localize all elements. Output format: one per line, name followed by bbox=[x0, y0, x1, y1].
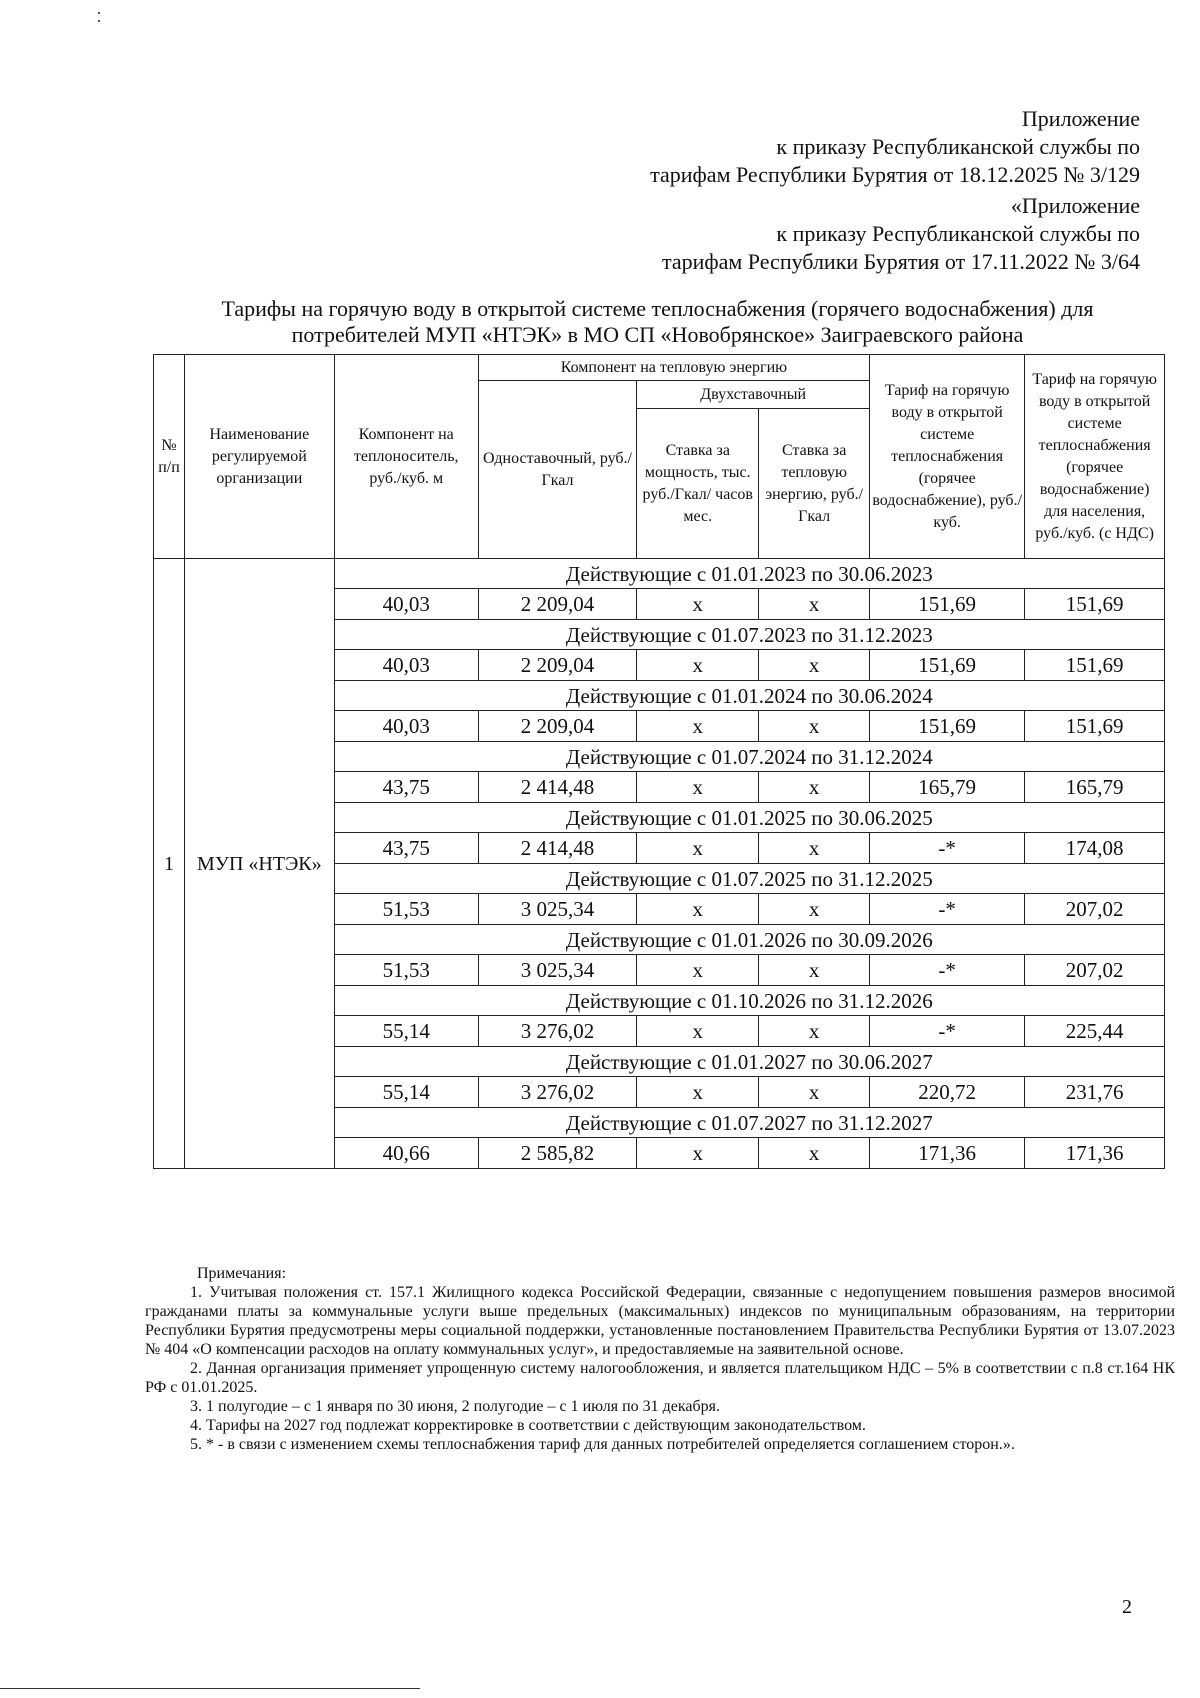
notes-section bbox=[145, 1264, 1175, 1454]
cell-tariff: 220,72 bbox=[870, 1077, 1025, 1108]
cell-one-rate: 3 276,02 bbox=[478, 1016, 637, 1047]
header-capacity-rate: Ставка за мощность, тыс. руб./Гкал/ часов мес. bbox=[637, 409, 759, 559]
header-line: тарифам Республики Бурятия от 18.12.2025 № 3/129 bbox=[650, 162, 1140, 187]
cell-energy: х bbox=[759, 833, 870, 864]
cell-capacity: х bbox=[637, 1138, 759, 1169]
cell-capacity: х bbox=[637, 1077, 759, 1108]
cell-tariff: -* bbox=[870, 1016, 1025, 1047]
cell-one-rate: 3 025,34 bbox=[478, 894, 637, 925]
period-label: Действующие с 01.10.2026 по 31.12.2026 bbox=[334, 986, 1164, 1016]
cell-capacity: х bbox=[637, 955, 759, 986]
cell-carrier: 51,53 bbox=[334, 955, 478, 986]
cell-tariff-pop: 174,08 bbox=[1025, 833, 1165, 864]
cell-capacity: х bbox=[637, 650, 759, 681]
period-label: Действующие с 01.01.2025 по 30.06.2025 bbox=[334, 803, 1164, 833]
header-line: к приказу Республиканской службы по bbox=[776, 134, 1140, 159]
header-line: «Приложение bbox=[1010, 193, 1140, 218]
cell-one-rate: 3 025,34 bbox=[478, 955, 637, 986]
cell-energy: х bbox=[759, 772, 870, 803]
scan-speck bbox=[98, 12, 100, 14]
scan-speck bbox=[98, 20, 100, 22]
cell-one-rate: 3 276,02 bbox=[478, 1077, 637, 1108]
period-label: Действующие с 01.07.2025 по 31.12.2025 bbox=[334, 864, 1164, 894]
cell-one-rate: 2 209,04 bbox=[478, 711, 637, 742]
cell-tariff-pop: 171,36 bbox=[1025, 1138, 1165, 1169]
cell-carrier: 55,14 bbox=[334, 1016, 478, 1047]
period-label: Действующие с 01.07.2024 по 31.12.2024 bbox=[334, 742, 1164, 772]
scan-edge-line bbox=[0, 1688, 420, 1689]
cell-capacity: х bbox=[637, 589, 759, 620]
cell-energy: х bbox=[759, 894, 870, 925]
header-org-name: Наименование регулируемой организации bbox=[185, 355, 335, 559]
note-item: 3. 1 полугодие – с 1 января по 30 июня, 2 полугодие – с 1 июля по 31 декабря. bbox=[190, 1398, 721, 1415]
header-line: тарифам Республики Бурятия от 17.11.2022 № 3/64 bbox=[661, 249, 1140, 274]
cell-tariff: 151,69 bbox=[870, 589, 1025, 620]
cell-capacity: х bbox=[637, 1016, 759, 1047]
cell-one-rate: 2 414,48 bbox=[478, 772, 637, 803]
notes-heading: Примечания: bbox=[197, 1265, 287, 1282]
cell-tariff: -* bbox=[870, 833, 1025, 864]
cell-carrier: 55,14 bbox=[334, 1077, 478, 1108]
header-line: Приложение bbox=[1021, 106, 1140, 131]
cell-one-rate: 2 209,04 bbox=[478, 589, 637, 620]
header-line: к приказу Республиканской службы по bbox=[776, 221, 1140, 246]
cell-tariff: 151,69 bbox=[870, 711, 1025, 742]
cell-tariff-pop: 151,69 bbox=[1025, 711, 1165, 742]
header-energy-rate: Ставка за тепловую энергию, руб./Гкал bbox=[759, 409, 870, 559]
org-name-cell: МУП «НТЭК» bbox=[185, 559, 335, 1169]
cell-capacity: х bbox=[637, 711, 759, 742]
appendix-header-current bbox=[650, 105, 1140, 189]
cell-one-rate: 2 585,82 bbox=[478, 1138, 637, 1169]
note-item: 5. * - в связи с изменением схемы теплоснабжения тариф для данных потребителей определяется соглашением сторон.». bbox=[190, 1436, 1015, 1453]
cell-energy: х bbox=[759, 1077, 870, 1108]
cell-carrier: 51,53 bbox=[334, 894, 478, 925]
cell-tariff-pop: 165,79 bbox=[1025, 772, 1165, 803]
cell-tariff-pop: 151,69 bbox=[1025, 589, 1165, 620]
cell-carrier: 40,03 bbox=[334, 650, 478, 681]
cell-tariff: -* bbox=[870, 894, 1025, 925]
cell-tariff-pop: 225,44 bbox=[1025, 1016, 1165, 1047]
cell-tariff-pop: 231,76 bbox=[1025, 1077, 1165, 1108]
title-line: потребителей МУП «НТЭК» в МО СП «Новобрянское» Заиграевского района bbox=[291, 322, 1024, 347]
cell-one-rate: 2 414,48 bbox=[478, 833, 637, 864]
cell-energy: х bbox=[759, 711, 870, 742]
period-label: Действующие с 01.01.2023 по 30.06.2023 bbox=[334, 559, 1164, 589]
cell-tariff: 151,69 bbox=[870, 650, 1025, 681]
note-item: 4. Тарифы на 2027 год подлежат корректировке в соответствии с действующим законодательством. bbox=[190, 1417, 866, 1434]
cell-carrier: 43,75 bbox=[334, 772, 478, 803]
period-label: Действующие с 01.01.2026 по 30.09.2026 bbox=[334, 925, 1164, 955]
cell-tariff: -* bbox=[870, 955, 1025, 986]
cell-energy: х bbox=[759, 955, 870, 986]
cell-carrier: 40,66 bbox=[334, 1138, 478, 1169]
cell-tariff: 165,79 bbox=[870, 772, 1025, 803]
note-item: 1. Учитывая положения ст. 157.1 Жилищного кодекса Российской Федерации, связанные с недопущением повышения размеров вносимой гражданами платы за коммунальные услуги выше предельных (максимальных) индексов по муниципальным образованиям, на территории Республики Бурятия предусмотрены меры социальной поддержки, установленные постановлением Правительства Республики Бурятия от 13.07.2023 № 404 «О компенсации расходов на оплату коммунальных услуг», и предоставляемые на заявительной основе. bbox=[145, 1284, 1175, 1358]
tariff-table bbox=[153, 354, 1165, 1169]
period-label: Действующие с 01.07.2027 по 31.12.2027 bbox=[334, 1108, 1164, 1138]
cell-capacity: х bbox=[637, 894, 759, 925]
cell-carrier: 40,03 bbox=[334, 589, 478, 620]
cell-capacity: х bbox=[637, 833, 759, 864]
row-num: 1 bbox=[154, 559, 185, 1169]
period-label: Действующие с 01.07.2023 по 31.12.2023 bbox=[334, 620, 1164, 650]
cell-tariff-pop: 207,02 bbox=[1025, 894, 1165, 925]
document-title bbox=[150, 296, 1165, 348]
cell-energy: х bbox=[759, 650, 870, 681]
cell-energy: х bbox=[759, 1016, 870, 1047]
cell-energy: х bbox=[759, 1138, 870, 1169]
header-carrier: Компонент на теплоноситель, руб./куб. м bbox=[334, 355, 478, 559]
cell-energy: х bbox=[759, 589, 870, 620]
cell-one-rate: 2 209,04 bbox=[478, 650, 637, 681]
period-label: Действующие с 01.01.2027 по 30.06.2027 bbox=[334, 1047, 1164, 1077]
header-two-rate: Двухставочный bbox=[637, 381, 870, 409]
header-one-rate: Одноставочный, руб./Гкал bbox=[478, 381, 637, 559]
note-item: 2. Данная организация применяет упрощенную систему налогообложения, и является плательщиком НДС – 5% в соответствии с п.8 ст.164 НК РФ с 01.01.2025. bbox=[145, 1360, 1175, 1396]
cell-tariff-pop: 151,69 bbox=[1025, 650, 1165, 681]
page-number: 2 bbox=[1122, 1596, 1132, 1618]
cell-capacity: х bbox=[637, 772, 759, 803]
header-tariff: Тариф на горячую воду в открытой системе теплоснабжения (горячее водоснабжение), руб./куб. bbox=[870, 355, 1025, 559]
cell-carrier: 43,75 bbox=[334, 833, 478, 864]
period-label: Действующие с 01.01.2024 по 30.06.2024 bbox=[334, 681, 1164, 711]
cell-tariff-pop: 207,02 bbox=[1025, 955, 1165, 986]
header-heat-component: Компонент на тепловую энергию bbox=[478, 355, 869, 381]
appendix-header-original bbox=[662, 192, 1140, 276]
cell-tariff: 171,36 bbox=[870, 1138, 1025, 1169]
title-line: Тарифы на горячую воду в открытой системе теплоснабжения (горячего водоснабжения) для bbox=[221, 296, 1094, 321]
cell-carrier: 40,03 bbox=[334, 711, 478, 742]
header-tariff-population: Тариф на горячую воду в открытой системе теплоснабжения (горячее водоснабжение) для населения, руб./куб. (с НДС) bbox=[1025, 355, 1165, 559]
header-num: № п/п bbox=[154, 355, 185, 559]
